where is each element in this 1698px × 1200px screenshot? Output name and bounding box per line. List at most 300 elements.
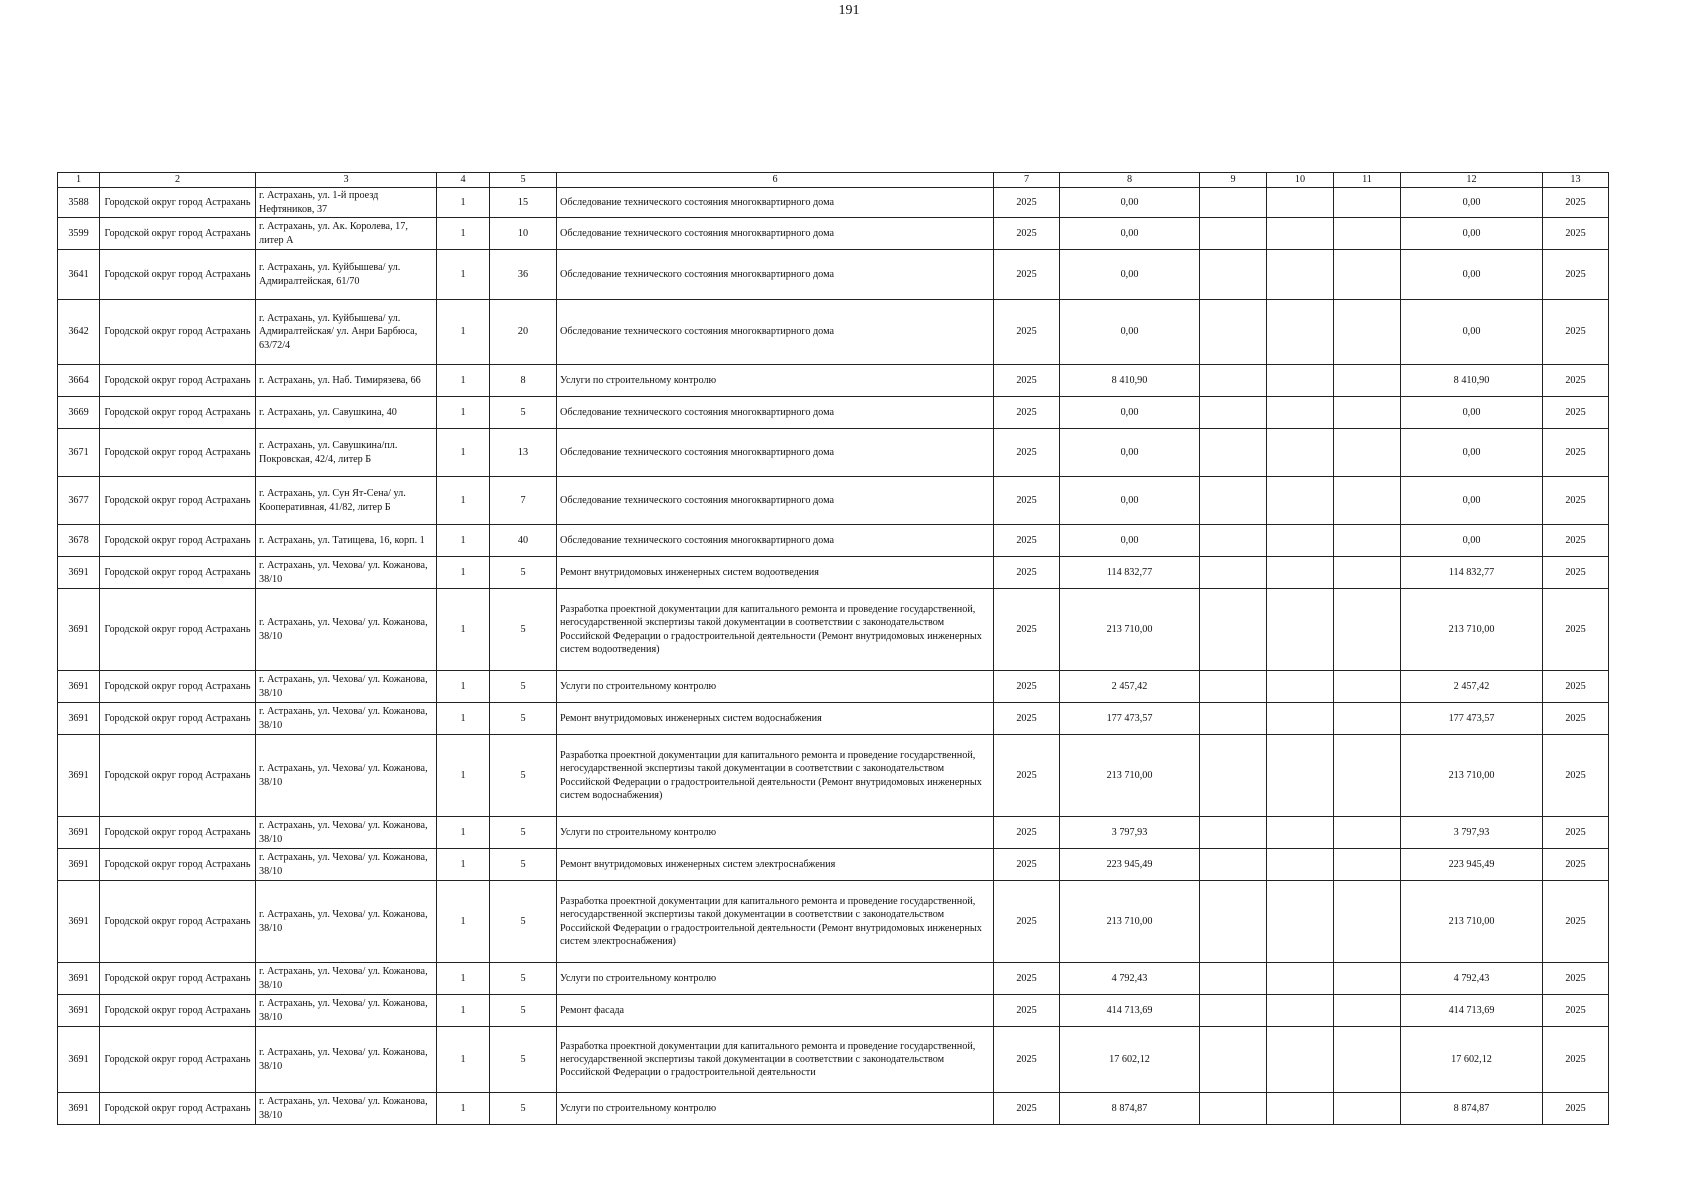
col9-cell [1200, 995, 1267, 1027]
address-cell: г. Астрахань, ул. Татищева, 16, корп. 1 [256, 525, 437, 557]
municipality-cell: Городской округ город Астрахань [100, 817, 256, 849]
cost-cell: 0,00 [1060, 397, 1200, 429]
municipality-cell: Городской округ город Астрахань [100, 557, 256, 589]
work-type-cell: Разработка проектной документации для капитального ремонта и проведение государственной, негосударственной экспертизы такой документации в соответствии с законодательством Российской Федерации о градостроительной деятельности [557, 1027, 994, 1093]
cost-total-cell: 223 945,49 [1401, 849, 1543, 881]
municipality-cell: Городской округ город Астрахань [100, 397, 256, 429]
col4-cell: 1 [437, 300, 490, 365]
record-id-cell: 3678 [58, 525, 100, 557]
completion-year-cell: 2025 [1543, 429, 1609, 477]
record-id-cell: 3691 [58, 995, 100, 1027]
work-type-cell: Ремонт внутридомовых инженерных систем электроснабжения [557, 849, 994, 881]
cost-cell: 0,00 [1060, 429, 1200, 477]
record-id-cell: 3691 [58, 703, 100, 735]
col10-cell [1267, 817, 1334, 849]
col9-cell [1200, 477, 1267, 525]
year-cell: 2025 [994, 963, 1060, 995]
table-row [58, 397, 1609, 429]
cost-total-cell: 414 713,69 [1401, 995, 1543, 1027]
record-id-cell: 3588 [58, 188, 100, 218]
address-cell: г. Астрахань, ул. Чехова/ ул. Кожанова, 38/10 [256, 557, 437, 589]
col9-cell [1200, 849, 1267, 881]
record-id-cell: 3691 [58, 817, 100, 849]
work-type-cell: Обследование технического состояния многоквартирного дома [557, 188, 994, 218]
col10-cell [1267, 397, 1334, 429]
completion-year-cell: 2025 [1543, 1093, 1609, 1125]
table-row [58, 1027, 1609, 1093]
cost-cell: 0,00 [1060, 218, 1200, 250]
col4-cell: 1 [437, 1093, 490, 1125]
col5-cell: 5 [490, 589, 557, 671]
col10-cell [1267, 557, 1334, 589]
column-header: 10 [1267, 173, 1334, 188]
col9-cell [1200, 397, 1267, 429]
address-cell: г. Астрахань, ул. Чехова/ ул. Кожанова, 38/10 [256, 589, 437, 671]
cost-total-cell: 0,00 [1401, 218, 1543, 250]
work-type-cell: Ремонт внутридомовых инженерных систем водоснабжения [557, 703, 994, 735]
municipality-cell: Городской округ город Астрахань [100, 881, 256, 963]
col11-cell [1334, 995, 1401, 1027]
completion-year-cell: 2025 [1543, 365, 1609, 397]
table-row [58, 1093, 1609, 1125]
col10-cell [1267, 1027, 1334, 1093]
col11-cell [1334, 218, 1401, 250]
cost-total-cell: 213 710,00 [1401, 589, 1543, 671]
col9-cell [1200, 250, 1267, 300]
record-id-cell: 3642 [58, 300, 100, 365]
record-id-cell: 3641 [58, 250, 100, 300]
cost-total-cell: 213 710,00 [1401, 881, 1543, 963]
column-header: 1 [58, 173, 100, 188]
col9-cell [1200, 1027, 1267, 1093]
col11-cell [1334, 1093, 1401, 1125]
col4-cell: 1 [437, 525, 490, 557]
address-cell: г. Астрахань, ул. Чехова/ ул. Кожанова, 38/10 [256, 671, 437, 703]
col9-cell [1200, 817, 1267, 849]
year-cell: 2025 [994, 671, 1060, 703]
work-type-cell: Обследование технического состояния многоквартирного дома [557, 525, 994, 557]
col10-cell [1267, 703, 1334, 735]
col10-cell [1267, 477, 1334, 525]
completion-year-cell: 2025 [1543, 671, 1609, 703]
work-type-cell: Обследование технического состояния многоквартирного дома [557, 218, 994, 250]
column-header: 12 [1401, 173, 1543, 188]
col4-cell: 1 [437, 671, 490, 703]
cost-cell: 177 473,57 [1060, 703, 1200, 735]
year-cell: 2025 [994, 881, 1060, 963]
record-id-cell: 3691 [58, 1027, 100, 1093]
cost-cell: 0,00 [1060, 250, 1200, 300]
col10-cell [1267, 995, 1334, 1027]
address-cell: г. Астрахань, ул. Сун Ят-Сена/ ул. Кооперативная, 41/82, литер Б [256, 477, 437, 525]
cost-total-cell: 3 797,93 [1401, 817, 1543, 849]
cost-cell: 0,00 [1060, 188, 1200, 218]
col5-cell: 15 [490, 188, 557, 218]
col10-cell [1267, 963, 1334, 995]
work-type-cell: Обследование технического состояния многоквартирного дома [557, 250, 994, 300]
col4-cell: 1 [437, 963, 490, 995]
col11-cell [1334, 557, 1401, 589]
col4-cell: 1 [437, 218, 490, 250]
col11-cell [1334, 671, 1401, 703]
col10-cell [1267, 218, 1334, 250]
work-type-cell: Разработка проектной документации для капитального ремонта и проведение государственной, негосударственной экспертизы такой документации в соответствии с законодательством Российской Федерации о градостроительной деятельности (Ремонт внутридомовых инженерных систем водоснабжения) [557, 735, 994, 817]
address-cell: г. Астрахань, ул. Чехова/ ул. Кожанова, 38/10 [256, 995, 437, 1027]
col9-cell [1200, 429, 1267, 477]
col9-cell [1200, 589, 1267, 671]
column-header: 6 [557, 173, 994, 188]
table-row [58, 881, 1609, 963]
col5-cell: 5 [490, 735, 557, 817]
col10-cell [1267, 849, 1334, 881]
record-id-cell: 3599 [58, 218, 100, 250]
table-row [58, 365, 1609, 397]
col10-cell [1267, 589, 1334, 671]
col11-cell [1334, 735, 1401, 817]
column-header: 3 [256, 173, 437, 188]
completion-year-cell: 2025 [1543, 300, 1609, 365]
cost-total-cell: 8 874,87 [1401, 1093, 1543, 1125]
col5-cell: 20 [490, 300, 557, 365]
col11-cell [1334, 477, 1401, 525]
completion-year-cell: 2025 [1543, 963, 1609, 995]
address-cell: г. Астрахань, ул. Савушкина/пл. Покровская, 42/4, литер Б [256, 429, 437, 477]
address-cell: г. Астрахань, ул. Чехова/ ул. Кожанова, 38/10 [256, 963, 437, 995]
col5-cell: 5 [490, 817, 557, 849]
col9-cell [1200, 525, 1267, 557]
col5-cell: 5 [490, 849, 557, 881]
col4-cell: 1 [437, 250, 490, 300]
cost-cell: 114 832,77 [1060, 557, 1200, 589]
record-id-cell: 3691 [58, 557, 100, 589]
col11-cell [1334, 963, 1401, 995]
table-row [58, 703, 1609, 735]
completion-year-cell: 2025 [1543, 735, 1609, 817]
column-number-row [58, 173, 1609, 188]
year-cell: 2025 [994, 849, 1060, 881]
col5-cell: 40 [490, 525, 557, 557]
col5-cell: 5 [490, 963, 557, 995]
municipality-cell: Городской округ город Астрахань [100, 477, 256, 525]
col11-cell [1334, 188, 1401, 218]
municipality-cell: Городской округ город Астрахань [100, 218, 256, 250]
table-row [58, 735, 1609, 817]
cost-cell: 8 874,87 [1060, 1093, 1200, 1125]
col10-cell [1267, 300, 1334, 365]
completion-year-cell: 2025 [1543, 525, 1609, 557]
municipality-cell: Городской округ город Астрахань [100, 995, 256, 1027]
table-row [58, 589, 1609, 671]
col11-cell [1334, 881, 1401, 963]
table-row [58, 817, 1609, 849]
year-cell: 2025 [994, 735, 1060, 817]
cost-cell: 4 792,43 [1060, 963, 1200, 995]
address-cell: г. Астрахань, ул. Куйбышева/ ул. Адмиралтейская, 61/70 [256, 250, 437, 300]
municipality-cell: Городской округ город Астрахань [100, 703, 256, 735]
col10-cell [1267, 1093, 1334, 1125]
col5-cell: 10 [490, 218, 557, 250]
cost-total-cell: 0,00 [1401, 429, 1543, 477]
col10-cell [1267, 671, 1334, 703]
cost-cell: 213 710,00 [1060, 735, 1200, 817]
year-cell: 2025 [994, 250, 1060, 300]
completion-year-cell: 2025 [1543, 703, 1609, 735]
col9-cell [1200, 671, 1267, 703]
cost-cell: 213 710,00 [1060, 589, 1200, 671]
col10-cell [1267, 525, 1334, 557]
col4-cell: 1 [437, 557, 490, 589]
cost-total-cell: 0,00 [1401, 188, 1543, 218]
table-row [58, 525, 1609, 557]
record-id-cell: 3691 [58, 671, 100, 703]
address-cell: г. Астрахань, ул. Куйбышева/ ул. Адмиралтейская/ ул. Анри Барбюса, 63/72/4 [256, 300, 437, 365]
work-type-cell: Услуги по строительному контролю [557, 671, 994, 703]
table-row [58, 477, 1609, 525]
year-cell: 2025 [994, 1093, 1060, 1125]
table-row [58, 429, 1609, 477]
municipality-cell: Городской округ город Астрахань [100, 1027, 256, 1093]
column-header: 5 [490, 173, 557, 188]
year-cell: 2025 [994, 300, 1060, 365]
col9-cell [1200, 1093, 1267, 1125]
table-row [58, 995, 1609, 1027]
municipality-cell: Городской округ город Астрахань [100, 963, 256, 995]
completion-year-cell: 2025 [1543, 218, 1609, 250]
address-cell: г. Астрахань, ул. Чехова/ ул. Кожанова, 38/10 [256, 735, 437, 817]
work-type-cell: Разработка проектной документации для капитального ремонта и проведение государственной, негосударственной экспертизы такой документации в соответствии с законодательством Российской Федерации о градостроительной деятельности (Ремонт внутридомовых инженерных систем водоотведения) [557, 589, 994, 671]
col9-cell [1200, 963, 1267, 995]
col4-cell: 1 [437, 849, 490, 881]
municipality-cell: Городской округ город Астрахань [100, 250, 256, 300]
completion-year-cell: 2025 [1543, 250, 1609, 300]
page-number: 191 [838, 3, 860, 18]
year-cell: 2025 [994, 365, 1060, 397]
work-type-cell: Обследование технического состояния многоквартирного дома [557, 477, 994, 525]
work-type-cell: Услуги по строительному контролю [557, 365, 994, 397]
cost-cell: 17 602,12 [1060, 1027, 1200, 1093]
municipality-cell: Городской округ город Астрахань [100, 300, 256, 365]
year-cell: 2025 [994, 477, 1060, 525]
col5-cell: 5 [490, 881, 557, 963]
address-cell: г. Астрахань, ул. Наб. Тимирязева, 66 [256, 365, 437, 397]
col5-cell: 7 [490, 477, 557, 525]
col4-cell: 1 [437, 735, 490, 817]
col5-cell: 5 [490, 557, 557, 589]
work-type-cell: Услуги по строительному контролю [557, 963, 994, 995]
cost-total-cell: 0,00 [1401, 250, 1543, 300]
cost-total-cell: 17 602,12 [1401, 1027, 1543, 1093]
completion-year-cell: 2025 [1543, 397, 1609, 429]
table-row [58, 188, 1609, 218]
col4-cell: 1 [437, 881, 490, 963]
completion-year-cell: 2025 [1543, 817, 1609, 849]
work-type-cell: Ремонт фасада [557, 995, 994, 1027]
record-id-cell: 3691 [58, 881, 100, 963]
col4-cell: 1 [437, 397, 490, 429]
completion-year-cell: 2025 [1543, 589, 1609, 671]
col5-cell: 5 [490, 671, 557, 703]
col4-cell: 1 [437, 995, 490, 1027]
table-row [58, 849, 1609, 881]
municipality-cell: Городской округ город Астрахань [100, 735, 256, 817]
record-id-cell: 3691 [58, 735, 100, 817]
work-type-cell: Разработка проектной документации для капитального ремонта и проведение государственной, негосударственной экспертизы такой документации в соответствии с законодательством Российской Федерации о градостроительной деятельности (Ремонт внутридомовых инженерных систем электроснабжения) [557, 881, 994, 963]
col10-cell [1267, 250, 1334, 300]
col11-cell [1334, 250, 1401, 300]
year-cell: 2025 [994, 525, 1060, 557]
record-id-cell: 3671 [58, 429, 100, 477]
municipality-cell: Городской округ город Астрахань [100, 1093, 256, 1125]
cost-total-cell: 0,00 [1401, 525, 1543, 557]
col4-cell: 1 [437, 477, 490, 525]
col4-cell: 1 [437, 703, 490, 735]
completion-year-cell: 2025 [1543, 995, 1609, 1027]
col9-cell [1200, 703, 1267, 735]
address-cell: г. Астрахань, ул. Чехова/ ул. Кожанова, 38/10 [256, 881, 437, 963]
address-cell: г. Астрахань, ул. Чехова/ ул. Кожанова, 38/10 [256, 849, 437, 881]
completion-year-cell: 2025 [1543, 881, 1609, 963]
table-row [58, 250, 1609, 300]
cost-cell: 0,00 [1060, 525, 1200, 557]
year-cell: 2025 [994, 995, 1060, 1027]
record-id-cell: 3691 [58, 849, 100, 881]
address-cell: г. Астрахань, ул. Чехова/ ул. Кожанова, 38/10 [256, 1093, 437, 1125]
cost-cell: 8 410,90 [1060, 365, 1200, 397]
column-header: 2 [100, 173, 256, 188]
cost-total-cell: 8 410,90 [1401, 365, 1543, 397]
work-type-cell: Обследование технического состояния многоквартирного дома [557, 300, 994, 365]
address-cell: г. Астрахань, ул. Савушкина, 40 [256, 397, 437, 429]
cost-cell: 414 713,69 [1060, 995, 1200, 1027]
col11-cell [1334, 703, 1401, 735]
cost-total-cell: 2 457,42 [1401, 671, 1543, 703]
cost-cell: 3 797,93 [1060, 817, 1200, 849]
table-row [58, 557, 1609, 589]
address-cell: г. Астрахань, ул. Чехова/ ул. Кожанова, 38/10 [256, 817, 437, 849]
address-cell: г. Астрахань, ул. 1-й проезд Нефтяников, 37 [256, 188, 437, 218]
municipality-cell: Городской округ город Астрахань [100, 188, 256, 218]
col5-cell: 5 [490, 995, 557, 1027]
col10-cell [1267, 429, 1334, 477]
col4-cell: 1 [437, 817, 490, 849]
col9-cell [1200, 365, 1267, 397]
municipality-cell: Городской округ город Астрахань [100, 849, 256, 881]
municipality-cell: Городской округ город Астрахань [100, 429, 256, 477]
address-cell: г. Астрахань, ул. Ак. Королева, 17, литер А [256, 218, 437, 250]
col5-cell: 36 [490, 250, 557, 300]
table-row [58, 671, 1609, 703]
year-cell: 2025 [994, 557, 1060, 589]
works-table [57, 172, 1609, 1125]
col11-cell [1334, 429, 1401, 477]
col5-cell: 13 [490, 429, 557, 477]
record-id-cell: 3664 [58, 365, 100, 397]
col11-cell [1334, 525, 1401, 557]
col5-cell: 8 [490, 365, 557, 397]
completion-year-cell: 2025 [1543, 1027, 1609, 1093]
record-id-cell: 3669 [58, 397, 100, 429]
cost-cell: 2 457,42 [1060, 671, 1200, 703]
col11-cell [1334, 365, 1401, 397]
col5-cell: 5 [490, 1093, 557, 1125]
table-row [58, 300, 1609, 365]
year-cell: 2025 [994, 817, 1060, 849]
year-cell: 2025 [994, 397, 1060, 429]
completion-year-cell: 2025 [1543, 477, 1609, 525]
municipality-cell: Городской округ город Астрахань [100, 589, 256, 671]
column-header: 13 [1543, 173, 1609, 188]
cost-cell: 0,00 [1060, 300, 1200, 365]
col9-cell [1200, 218, 1267, 250]
col11-cell [1334, 849, 1401, 881]
year-cell: 2025 [994, 429, 1060, 477]
cost-total-cell: 0,00 [1401, 300, 1543, 365]
table-row [58, 963, 1609, 995]
column-header: 11 [1334, 173, 1401, 188]
col9-cell [1200, 735, 1267, 817]
work-type-cell: Услуги по строительному контролю [557, 1093, 994, 1125]
cost-cell: 223 945,49 [1060, 849, 1200, 881]
year-cell: 2025 [994, 188, 1060, 218]
cost-total-cell: 4 792,43 [1401, 963, 1543, 995]
work-type-cell: Услуги по строительному контролю [557, 817, 994, 849]
municipality-cell: Городской округ город Астрахань [100, 671, 256, 703]
work-type-cell: Обследование технического состояния многоквартирного дома [557, 397, 994, 429]
record-id-cell: 3691 [58, 1093, 100, 1125]
record-id-cell: 3691 [58, 589, 100, 671]
cost-total-cell: 0,00 [1401, 397, 1543, 429]
col11-cell [1334, 589, 1401, 671]
col11-cell [1334, 300, 1401, 365]
year-cell: 2025 [994, 218, 1060, 250]
col10-cell [1267, 735, 1334, 817]
col4-cell: 1 [437, 429, 490, 477]
cost-cell: 213 710,00 [1060, 881, 1200, 963]
column-header: 9 [1200, 173, 1267, 188]
record-id-cell: 3677 [58, 477, 100, 525]
year-cell: 2025 [994, 703, 1060, 735]
address-cell: г. Астрахань, ул. Чехова/ ул. Кожанова, 38/10 [256, 703, 437, 735]
completion-year-cell: 2025 [1543, 188, 1609, 218]
address-cell: г. Астрахань, ул. Чехова/ ул. Кожанова, 38/10 [256, 1027, 437, 1093]
col5-cell: 5 [490, 703, 557, 735]
col4-cell: 1 [437, 365, 490, 397]
cost-cell: 0,00 [1060, 477, 1200, 525]
table-row [58, 218, 1609, 250]
cost-total-cell: 0,00 [1401, 477, 1543, 525]
year-cell: 2025 [994, 1027, 1060, 1093]
col9-cell [1200, 188, 1267, 218]
col11-cell [1334, 397, 1401, 429]
municipality-cell: Городской округ город Астрахань [100, 365, 256, 397]
column-header: 8 [1060, 173, 1200, 188]
column-header: 4 [437, 173, 490, 188]
col11-cell [1334, 1027, 1401, 1093]
col5-cell: 5 [490, 1027, 557, 1093]
work-type-cell: Обследование технического состояния многоквартирного дома [557, 429, 994, 477]
year-cell: 2025 [994, 589, 1060, 671]
completion-year-cell: 2025 [1543, 849, 1609, 881]
column-header: 7 [994, 173, 1060, 188]
col4-cell: 1 [437, 1027, 490, 1093]
col10-cell [1267, 188, 1334, 218]
cost-total-cell: 177 473,57 [1401, 703, 1543, 735]
cost-total-cell: 114 832,77 [1401, 557, 1543, 589]
col10-cell [1267, 881, 1334, 963]
col11-cell [1334, 817, 1401, 849]
col9-cell [1200, 300, 1267, 365]
municipality-cell: Городской округ город Астрахань [100, 525, 256, 557]
